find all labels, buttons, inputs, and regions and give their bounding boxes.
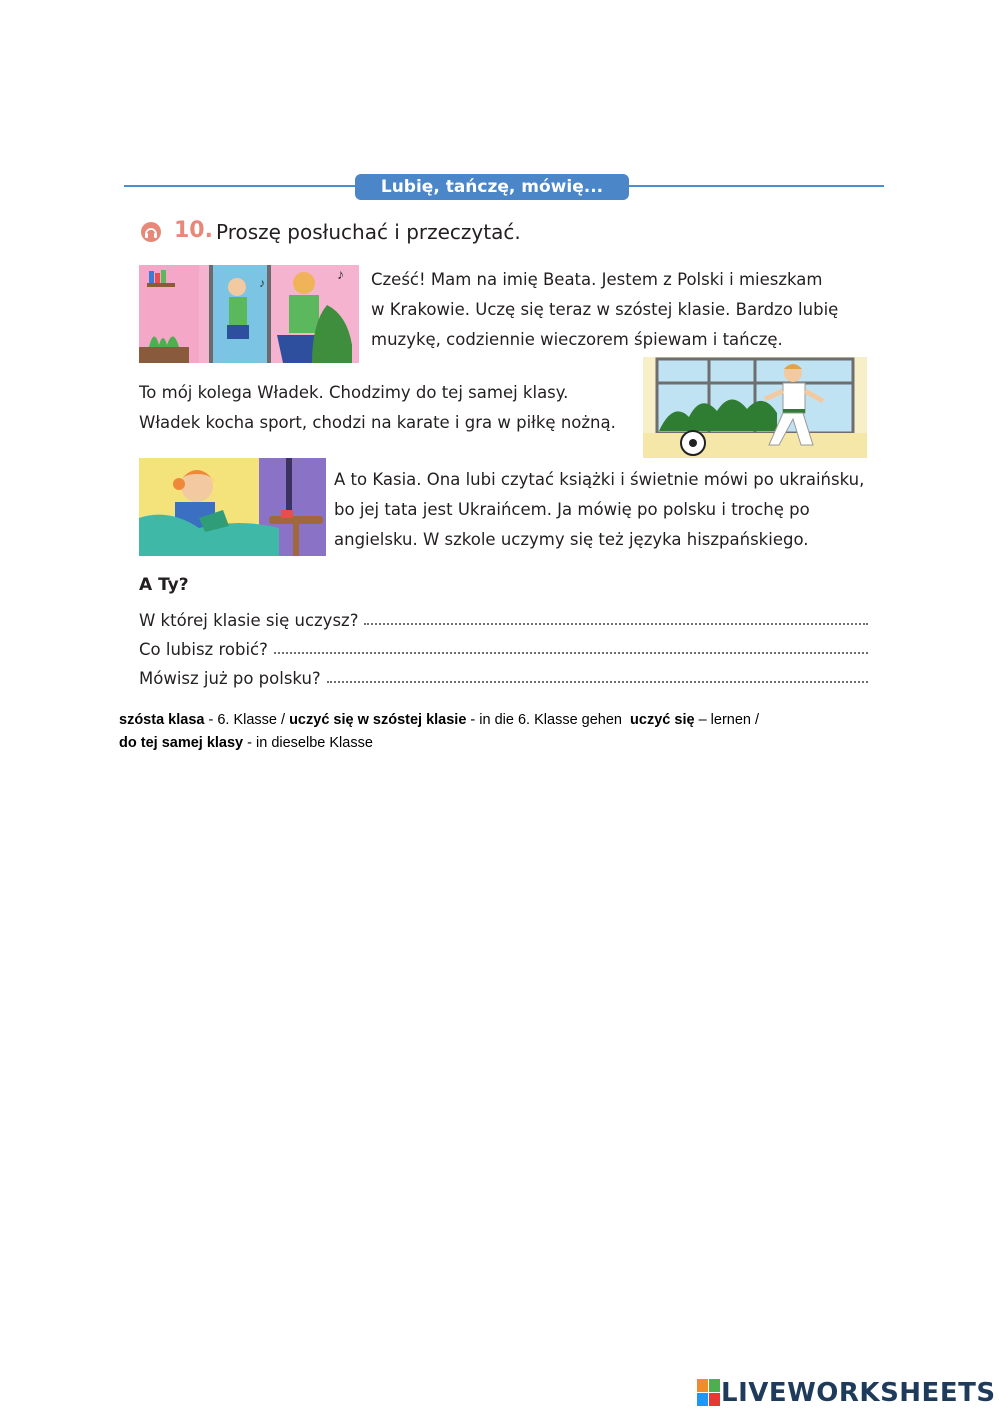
vocabulary-line-1 bbox=[119, 709, 759, 731]
vocab-meaning: in die 6. Klasse gehen bbox=[479, 712, 631, 728]
text-line: bo jej tata jest Ukraińcem. Ja mówię po polsku i trochę po bbox=[334, 500, 810, 519]
vocab-term: do tej samej klasy bbox=[119, 735, 244, 751]
paragraph-wladek bbox=[139, 378, 616, 438]
vocab-meaning: 6. Klasse / bbox=[217, 712, 290, 728]
text-line: A to Kasia. Ona lubi czytać książki i świetnie mówi po ukraińsku, bbox=[334, 470, 865, 489]
text-line: angielsku. W szkole uczymy się też języka hiszpańskiego. bbox=[334, 530, 809, 549]
section-title: Lubię, tańczę, mówię... bbox=[355, 174, 629, 200]
vocab-term: uczyć się w szóstej klasie bbox=[289, 712, 467, 728]
question-label: Co lubisz robić? bbox=[139, 640, 268, 659]
question-label: Mówisz już po polsku? bbox=[139, 669, 321, 688]
vocabulary-line-2 bbox=[119, 732, 373, 754]
text-line: Cześć! Mam na imię Beata. Jestem z Polski i mieszkam bbox=[371, 270, 823, 289]
headphones-icon bbox=[140, 221, 162, 243]
vocab-meaning: in dieselbe Klasse bbox=[256, 735, 373, 751]
question-label: W której klasie się uczysz? bbox=[139, 611, 359, 630]
illustration-kasia bbox=[139, 458, 326, 556]
exercise-number: 10. bbox=[174, 218, 213, 243]
text-line: w Krakowie. Uczę się teraz w szóstej klasie. Bardzo lubię bbox=[371, 300, 839, 319]
vocab-term: szósta klasa bbox=[119, 712, 205, 728]
vocab-term: uczyć się bbox=[630, 712, 695, 728]
questions-title: A Ty? bbox=[139, 575, 189, 595]
brand-name: LIVEWORKSHEETS bbox=[721, 1378, 996, 1408]
text-line: To mój kolega Władek. Chodzimy do tej samej klasy. bbox=[139, 383, 569, 402]
paragraph-beata bbox=[371, 265, 838, 355]
question-row-class bbox=[139, 602, 868, 630]
vocab-separator: - bbox=[466, 712, 480, 728]
liveworksheets-logo[interactable] bbox=[697, 1378, 996, 1408]
vocab-separator: - bbox=[204, 712, 218, 728]
text-line: Władek kocha sport, chodzi na karate i gra w piłkę nożną. bbox=[139, 413, 616, 432]
live-blocks-icon bbox=[697, 1379, 721, 1407]
illustration-wladek bbox=[643, 357, 867, 458]
answer-field-hobby[interactable] bbox=[274, 651, 868, 654]
illustration-beata bbox=[139, 265, 359, 363]
answer-field-class[interactable] bbox=[364, 622, 868, 625]
svg-text:♪: ♪ bbox=[259, 276, 265, 290]
question-row-polish bbox=[139, 660, 868, 688]
exercise-instruction: Proszę posłuchać i przeczytać. bbox=[216, 220, 521, 244]
vocab-separator: – bbox=[694, 712, 711, 728]
vocab-meaning: lernen / bbox=[710, 712, 760, 728]
answer-field-polish[interactable] bbox=[327, 680, 868, 683]
text-line: muzykę, codziennie wieczorem śpiewam i tańczę. bbox=[371, 330, 783, 349]
paragraph-kasia bbox=[334, 465, 864, 555]
vocab-separator: - bbox=[243, 735, 257, 751]
svg-text:♪: ♪ bbox=[337, 266, 344, 282]
question-row-hobby bbox=[139, 631, 868, 659]
